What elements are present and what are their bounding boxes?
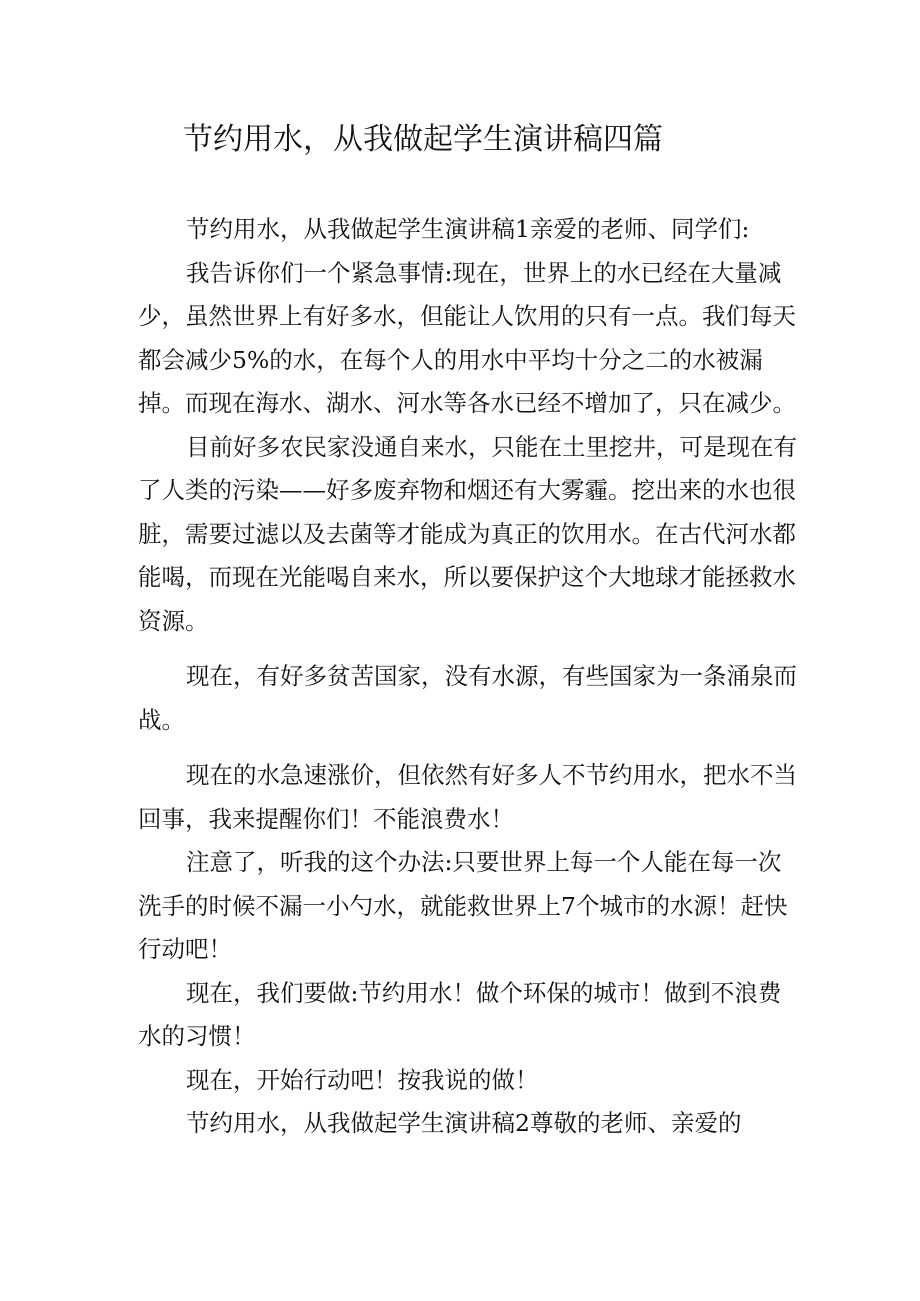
paragraph-5: 现在的水急速涨价，但依然有好多人不节约用水，把水不当回事，我来提醒你们！不能浪费水！ bbox=[138, 761, 797, 833]
paragraph-9: 节约用水，从我做起学生演讲稿2尊敬的老师、亲爱的 bbox=[186, 1109, 742, 1137]
paragraph-3: 目前好多农民家没通自来水，只能在土里挖井，可是现在有了人类的污染——好多废弃物和烟还有大雾霾。挖出来的水也很脏，需要过滤以及去菌等才能成为真正的饮用水。在古代河水都能喝，而现在光能喝自来水，所以要保护这个大地球才能拯救水资源。 bbox=[138, 432, 797, 635]
paragraph-7: 现在，我们要做:节约用水！做个环保的城市！做到不浪费水的习惯！ bbox=[138, 978, 782, 1050]
paragraph-2: 我告诉你们一个紧急事情:现在，世界上的水已经在大量减少，虽然世界上有好多水，但能让人饮用的只有一点。我们每天都会减少5%的水，在每个人的用水中平均十分之二的水被漏掉。而现在海水、湖水、河水等各水已经不增加了，只在减少。 bbox=[138, 258, 796, 417]
paragraph-8: 现在，开始行动吧！按我说的做！ bbox=[186, 1065, 539, 1094]
document-body bbox=[138, 208, 798, 1146]
document-title: 节约用水，从我做起学生演讲稿四篇 bbox=[183, 122, 663, 157]
paragraph-1: 节约用水，从我做起学生演讲稿1亲爱的老师、同学们: bbox=[186, 215, 750, 243]
paragraph-6: 注意了，听我的这个办法:只要世界上每一个人能在每一次洗手的时候不漏一小勺水，就能救世界上7个城市的水源！赶快行动吧！ bbox=[138, 848, 788, 963]
paragraph-4: 现在，有好多贫苦国家，没有水源，有些国家为一条涌泉而战。 bbox=[138, 662, 797, 734]
